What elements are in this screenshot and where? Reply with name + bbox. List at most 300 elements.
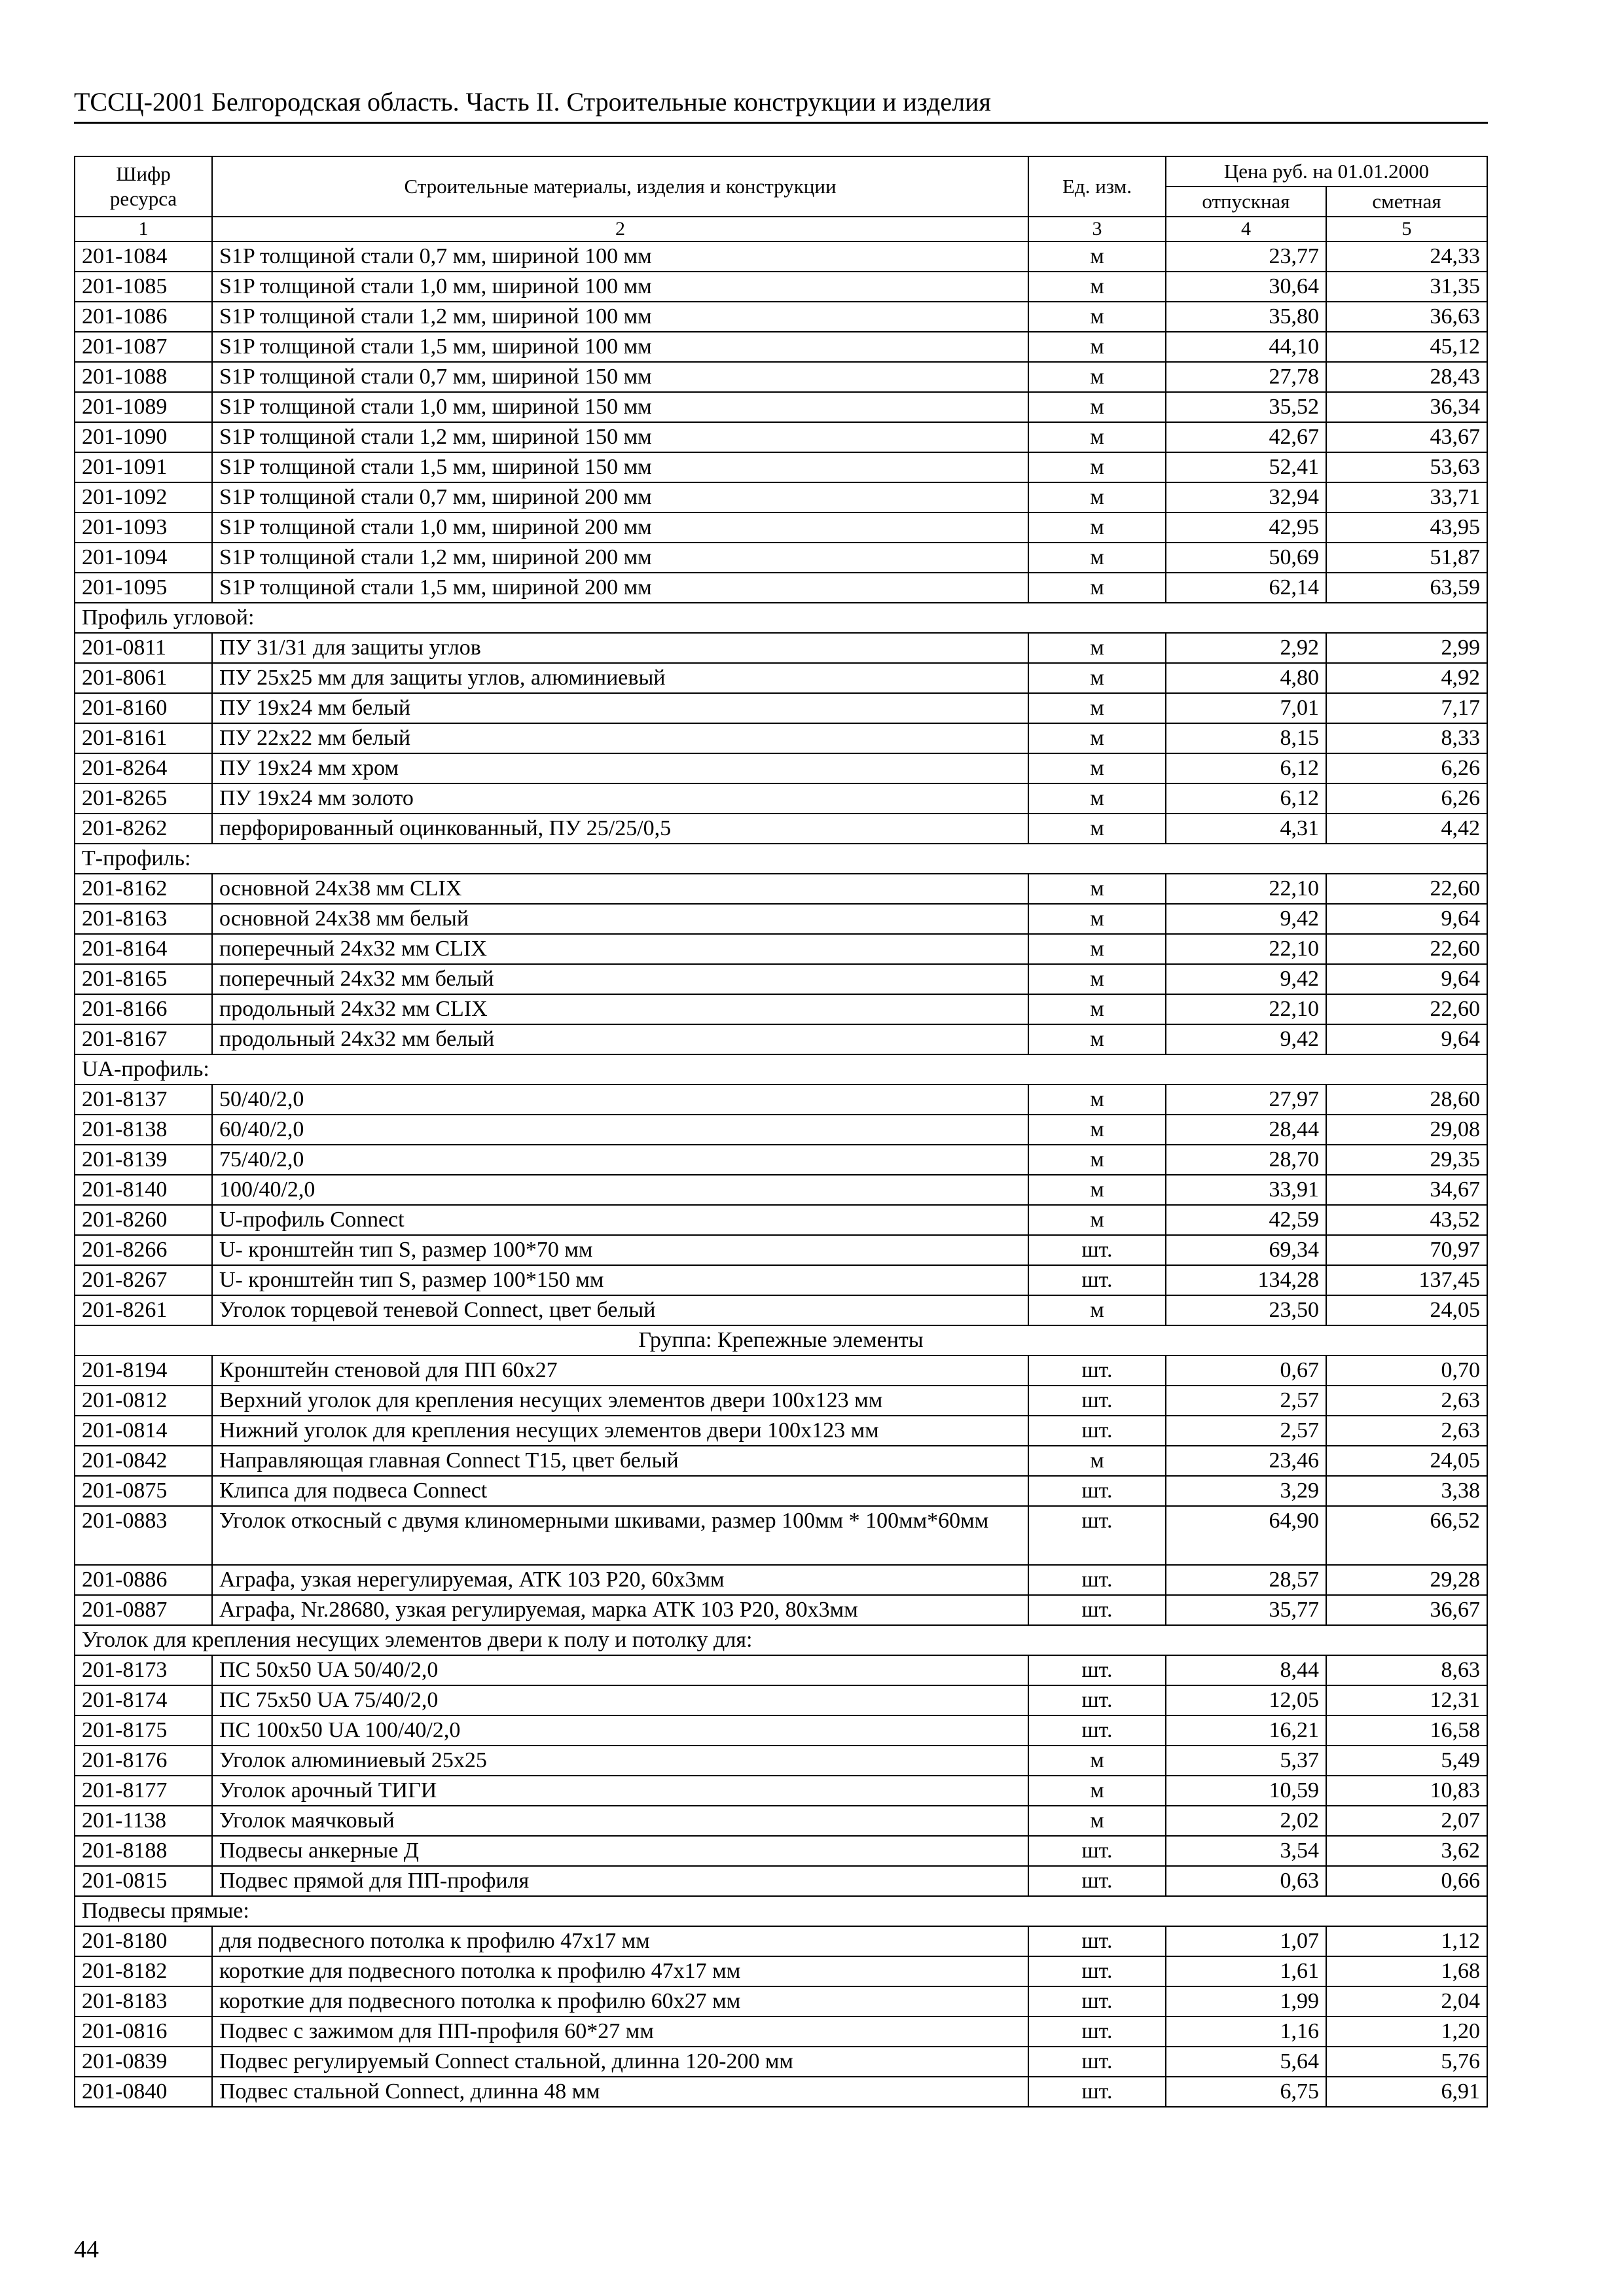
estimate-price: 8,33 bbox=[1326, 723, 1487, 753]
estimate-price: 70,97 bbox=[1326, 1235, 1487, 1265]
resource-code: 201-1091 bbox=[75, 452, 212, 482]
estimate-price: 6,91 bbox=[1326, 2077, 1487, 2107]
table-row bbox=[75, 362, 1487, 392]
table-row bbox=[75, 2077, 1487, 2107]
unit: шт. bbox=[1028, 1685, 1166, 1715]
unit: м bbox=[1028, 753, 1166, 783]
unit: шт. bbox=[1028, 1476, 1166, 1506]
material-name: Направляющая главная Connect T15, цвет белый bbox=[212, 1446, 1028, 1476]
table-row bbox=[75, 1595, 1487, 1625]
material-name: Нижний уголок для крепления несущих элементов двери 100х123 мм bbox=[212, 1416, 1028, 1446]
unit: м bbox=[1028, 874, 1166, 904]
material-name: поперечный 24х32 мм CLIX bbox=[212, 934, 1028, 964]
unit: шт. bbox=[1028, 1836, 1166, 1866]
table-row bbox=[75, 1355, 1487, 1386]
material-name: Аграфа, Nr.28680, узкая регулируемая, марка АТК 103 Р20, 80х3мм bbox=[212, 1595, 1028, 1625]
release-price: 44,10 bbox=[1166, 332, 1326, 362]
resource-code: 201-8175 bbox=[75, 1715, 212, 1746]
resource-code: 201-8160 bbox=[75, 693, 212, 723]
table-row bbox=[75, 1115, 1487, 1145]
material-name: ПУ 31/31 для защиты углов bbox=[212, 633, 1028, 663]
table-row bbox=[75, 2017, 1487, 2047]
material-name: короткие для подвесного потолка к профилю 47х17 мм bbox=[212, 1956, 1028, 1986]
resource-code: 201-8188 bbox=[75, 1836, 212, 1866]
estimate-price: 1,20 bbox=[1326, 2017, 1487, 2047]
resource-code: 201-1089 bbox=[75, 392, 212, 422]
material-name: U-профиль Connect bbox=[212, 1205, 1028, 1235]
table-row bbox=[75, 1506, 1487, 1565]
estimate-price: 9,64 bbox=[1326, 964, 1487, 994]
estimate-price: 36,34 bbox=[1326, 392, 1487, 422]
material-name: 50/40/2,0 bbox=[212, 1085, 1028, 1115]
material-name: 75/40/2,0 bbox=[212, 1145, 1028, 1175]
estimate-price: 1,68 bbox=[1326, 1956, 1487, 1986]
resource-code: 201-8137 bbox=[75, 1085, 212, 1115]
estimate-price: 36,67 bbox=[1326, 1595, 1487, 1625]
col-header-release-price: отпускная bbox=[1166, 187, 1326, 217]
unit: м bbox=[1028, 693, 1166, 723]
unit: м bbox=[1028, 272, 1166, 302]
resource-code: 201-0816 bbox=[75, 2017, 212, 2047]
unit: шт. bbox=[1028, 1565, 1166, 1595]
section-heading: Подвесы прямые: bbox=[75, 1896, 1487, 1926]
material-name: продольный 24х32 мм белый bbox=[212, 1024, 1028, 1054]
table-row bbox=[75, 693, 1487, 723]
resource-code: 201-1095 bbox=[75, 573, 212, 603]
resource-code: 201-8183 bbox=[75, 1986, 212, 2017]
table-row bbox=[75, 1655, 1487, 1685]
table-row bbox=[75, 1715, 1487, 1746]
unit: м bbox=[1028, 362, 1166, 392]
release-price: 12,05 bbox=[1166, 1685, 1326, 1715]
col-header-name: Строительные материалы, изделия и конструкции bbox=[212, 156, 1028, 217]
material-name: Аграфа, узкая нерегулируемая, АТК 103 Р20, 60х3мм bbox=[212, 1565, 1028, 1595]
estimate-price: 2,63 bbox=[1326, 1416, 1487, 1446]
table-row bbox=[75, 302, 1487, 332]
estimate-price: 16,58 bbox=[1326, 1715, 1487, 1746]
unit: м bbox=[1028, 482, 1166, 512]
unit: шт. bbox=[1028, 1926, 1166, 1956]
material-name: S1P толщиной стали 1,5 мм, шириной 200 мм bbox=[212, 573, 1028, 603]
unit: м bbox=[1028, 1746, 1166, 1776]
resource-code: 201-8138 bbox=[75, 1115, 212, 1145]
resource-code: 201-8166 bbox=[75, 994, 212, 1024]
material-name: Верхний уголок для крепления несущих элементов двери 100х123 мм bbox=[212, 1386, 1028, 1416]
material-name: основной 24х38 мм белый bbox=[212, 904, 1028, 934]
table-row bbox=[75, 934, 1487, 964]
table-row bbox=[75, 1685, 1487, 1715]
material-name: 60/40/2,0 bbox=[212, 1115, 1028, 1145]
table-row bbox=[75, 1956, 1487, 1986]
unit: м bbox=[1028, 783, 1166, 814]
release-price: 23,50 bbox=[1166, 1295, 1326, 1325]
material-name: Подвесы анкерные Д bbox=[212, 1836, 1028, 1866]
material-name: ПУ 22х22 мм белый bbox=[212, 723, 1028, 753]
resource-code: 201-8182 bbox=[75, 1956, 212, 1986]
resource-code: 201-8261 bbox=[75, 1295, 212, 1325]
material-name: ПС 100х50 UA 100/40/2,0 bbox=[212, 1715, 1028, 1746]
table-row bbox=[75, 422, 1487, 452]
unit: м bbox=[1028, 1145, 1166, 1175]
material-name: ПС 75х50 UA 75/40/2,0 bbox=[212, 1685, 1028, 1715]
release-price: 42,95 bbox=[1166, 512, 1326, 543]
table-row bbox=[75, 1806, 1487, 1836]
page-header: ТССЦ-2001 Белгородская область. Часть II. Строительные конструкции и изделия bbox=[74, 86, 1488, 124]
resource-code: 201-0842 bbox=[75, 1446, 212, 1476]
col-header-unit: Ед. изм. bbox=[1028, 156, 1166, 217]
resource-code: 201-8174 bbox=[75, 1685, 212, 1715]
resource-code: 201-8265 bbox=[75, 783, 212, 814]
resource-code: 201-0811 bbox=[75, 633, 212, 663]
material-name: ПУ 19х24 мм золото bbox=[212, 783, 1028, 814]
material-name: продольный 24х32 мм CLIX bbox=[212, 994, 1028, 1024]
estimate-price: 2,63 bbox=[1326, 1386, 1487, 1416]
table-row bbox=[75, 2047, 1487, 2077]
release-price: 28,44 bbox=[1166, 1115, 1326, 1145]
material-name: S1P толщиной стали 0,7 мм, шириной 200 мм bbox=[212, 482, 1028, 512]
estimate-price: 4,92 bbox=[1326, 663, 1487, 693]
estimate-price: 33,71 bbox=[1326, 482, 1487, 512]
resource-code: 201-1087 bbox=[75, 332, 212, 362]
estimate-price: 24,05 bbox=[1326, 1446, 1487, 1476]
table-row bbox=[75, 1926, 1487, 1956]
unit: м bbox=[1028, 934, 1166, 964]
estimate-price: 10,83 bbox=[1326, 1776, 1487, 1806]
material-name: S1P толщиной стали 0,7 мм, шириной 100 мм bbox=[212, 242, 1028, 272]
section-row bbox=[75, 603, 1487, 633]
release-price: 0,67 bbox=[1166, 1355, 1326, 1386]
material-name: Кронштейн стеновой для ПП 60х27 bbox=[212, 1355, 1028, 1386]
release-price: 9,42 bbox=[1166, 964, 1326, 994]
page-number: 44 bbox=[74, 2236, 99, 2263]
resource-code: 201-0875 bbox=[75, 1476, 212, 1506]
unit: шт. bbox=[1028, 2047, 1166, 2077]
resource-code: 201-8267 bbox=[75, 1265, 212, 1295]
section-heading: Профиль угловой: bbox=[75, 603, 1487, 633]
section-heading: UA-профиль: bbox=[75, 1054, 1487, 1085]
unit: шт. bbox=[1028, 1866, 1166, 1896]
release-price: 3,29 bbox=[1166, 1476, 1326, 1506]
unit: шт. bbox=[1028, 1956, 1166, 1986]
table-row bbox=[75, 723, 1487, 753]
estimate-price: 3,38 bbox=[1326, 1476, 1487, 1506]
resource-code: 201-8162 bbox=[75, 874, 212, 904]
unit: м bbox=[1028, 1115, 1166, 1145]
resource-code: 201-0886 bbox=[75, 1565, 212, 1595]
material-name: S1P толщиной стали 1,5 мм, шириной 100 мм bbox=[212, 332, 1028, 362]
unit: м bbox=[1028, 332, 1166, 362]
unit: м bbox=[1028, 1446, 1166, 1476]
unit: шт. bbox=[1028, 1235, 1166, 1265]
material-name: Уголок маячковый bbox=[212, 1806, 1028, 1836]
material-name: U- кронштейн тип S, размер 100*150 мм bbox=[212, 1265, 1028, 1295]
release-price: 3,54 bbox=[1166, 1836, 1326, 1866]
estimate-price: 43,52 bbox=[1326, 1205, 1487, 1235]
material-name: Клипса для подвеса Connect bbox=[212, 1476, 1028, 1506]
table-row bbox=[75, 1866, 1487, 1896]
estimate-price: 4,42 bbox=[1326, 814, 1487, 844]
resource-code: 201-8260 bbox=[75, 1205, 212, 1235]
unit: шт. bbox=[1028, 1416, 1166, 1446]
estimate-price: 0,66 bbox=[1326, 1866, 1487, 1896]
resource-code: 201-8194 bbox=[75, 1355, 212, 1386]
material-name: для подвесного потолка к профилю 47х17 мм bbox=[212, 1926, 1028, 1956]
estimate-price: 1,12 bbox=[1326, 1926, 1487, 1956]
resource-code: 201-8165 bbox=[75, 964, 212, 994]
release-price: 4,31 bbox=[1166, 814, 1326, 844]
table-row bbox=[75, 663, 1487, 693]
material-name: S1P толщиной стали 1,5 мм, шириной 150 мм bbox=[212, 452, 1028, 482]
release-price: 2,92 bbox=[1166, 633, 1326, 663]
unit: м bbox=[1028, 633, 1166, 663]
section-row bbox=[75, 1625, 1487, 1655]
release-price: 2,57 bbox=[1166, 1416, 1326, 1446]
material-name: ПУ 25х25 мм для защиты углов, алюминиевый bbox=[212, 663, 1028, 693]
release-price: 2,02 bbox=[1166, 1806, 1326, 1836]
resource-code: 201-0815 bbox=[75, 1866, 212, 1896]
material-name: S1P толщиной стали 1,0 мм, шириной 200 мм bbox=[212, 512, 1028, 543]
resource-code: 201-8164 bbox=[75, 934, 212, 964]
table-row bbox=[75, 543, 1487, 573]
table-row bbox=[75, 1175, 1487, 1205]
unit: м bbox=[1028, 663, 1166, 693]
table-row bbox=[75, 1265, 1487, 1295]
table-row bbox=[75, 1776, 1487, 1806]
resource-code: 201-8264 bbox=[75, 753, 212, 783]
unit: м bbox=[1028, 1806, 1166, 1836]
release-price: 30,64 bbox=[1166, 272, 1326, 302]
release-price: 22,10 bbox=[1166, 994, 1326, 1024]
table-row bbox=[75, 1295, 1487, 1325]
estimate-price: 45,12 bbox=[1326, 332, 1487, 362]
table-row bbox=[75, 1386, 1487, 1416]
unit: м bbox=[1028, 1776, 1166, 1806]
release-price: 1,07 bbox=[1166, 1926, 1326, 1956]
material-name: короткие для подвесного потолка к профилю 60х27 мм bbox=[212, 1986, 1028, 2017]
unit: м bbox=[1028, 723, 1166, 753]
material-name: Подвес с зажимом для ПП-профиля 60*27 мм bbox=[212, 2017, 1028, 2047]
group-heading: Группа: Крепежные элементы bbox=[75, 1325, 1487, 1355]
release-price: 69,34 bbox=[1166, 1235, 1326, 1265]
resource-code: 201-0812 bbox=[75, 1386, 212, 1416]
material-name: Подвес прямой для ПП-профиля bbox=[212, 1866, 1028, 1896]
unit: м bbox=[1028, 543, 1166, 573]
resource-code: 201-1086 bbox=[75, 302, 212, 332]
estimate-price: 12,31 bbox=[1326, 1685, 1487, 1715]
unit: м bbox=[1028, 1205, 1166, 1235]
table-row bbox=[75, 1024, 1487, 1054]
estimate-price: 7,17 bbox=[1326, 693, 1487, 723]
resource-code: 201-0840 bbox=[75, 2077, 212, 2107]
estimate-price: 29,08 bbox=[1326, 1115, 1487, 1145]
unit: шт. bbox=[1028, 1355, 1166, 1386]
table-row bbox=[75, 452, 1487, 482]
release-price: 35,80 bbox=[1166, 302, 1326, 332]
estimate-price: 5,76 bbox=[1326, 2047, 1487, 2077]
table-row bbox=[75, 1446, 1487, 1476]
table-row bbox=[75, 272, 1487, 302]
release-price: 22,10 bbox=[1166, 934, 1326, 964]
resource-code: 201-0887 bbox=[75, 1595, 212, 1625]
material-name: ПУ 19х24 мм хром bbox=[212, 753, 1028, 783]
release-price: 28,57 bbox=[1166, 1565, 1326, 1595]
unit: м bbox=[1028, 904, 1166, 934]
table-row bbox=[75, 1986, 1487, 2017]
unit: м bbox=[1028, 422, 1166, 452]
unit: шт. bbox=[1028, 1386, 1166, 1416]
unit: шт. bbox=[1028, 1506, 1166, 1565]
estimate-price: 28,43 bbox=[1326, 362, 1487, 392]
release-price: 6,12 bbox=[1166, 783, 1326, 814]
table-row bbox=[75, 1235, 1487, 1265]
estimate-price: 24,05 bbox=[1326, 1295, 1487, 1325]
table-row bbox=[75, 573, 1487, 603]
material-name: S1P толщиной стали 1,2 мм, шириной 200 мм bbox=[212, 543, 1028, 573]
unit: шт. bbox=[1028, 1655, 1166, 1685]
table-row bbox=[75, 964, 1487, 994]
release-price: 5,37 bbox=[1166, 1746, 1326, 1776]
release-price: 1,61 bbox=[1166, 1956, 1326, 1986]
release-price: 27,78 bbox=[1166, 362, 1326, 392]
col-index: 4 bbox=[1166, 217, 1326, 242]
release-price: 8,44 bbox=[1166, 1655, 1326, 1685]
unit: м bbox=[1028, 1085, 1166, 1115]
unit: м bbox=[1028, 512, 1166, 543]
release-price: 28,70 bbox=[1166, 1145, 1326, 1175]
release-price: 0,63 bbox=[1166, 1866, 1326, 1896]
estimate-price: 28,60 bbox=[1326, 1085, 1487, 1115]
estimate-price: 53,63 bbox=[1326, 452, 1487, 482]
estimate-price: 0,70 bbox=[1326, 1355, 1487, 1386]
release-price: 52,41 bbox=[1166, 452, 1326, 482]
unit: шт. bbox=[1028, 2077, 1166, 2107]
estimate-price: 29,35 bbox=[1326, 1145, 1487, 1175]
unit: шт. bbox=[1028, 1265, 1166, 1295]
table-row bbox=[75, 332, 1487, 362]
table-row bbox=[75, 512, 1487, 543]
resource-code: 201-1092 bbox=[75, 482, 212, 512]
col-header-code: Шифр ресурса bbox=[75, 156, 212, 217]
estimate-price: 66,52 bbox=[1326, 1506, 1487, 1565]
col-index: 1 bbox=[75, 217, 212, 242]
estimate-price: 31,35 bbox=[1326, 272, 1487, 302]
release-price: 9,42 bbox=[1166, 904, 1326, 934]
unit: м bbox=[1028, 1175, 1166, 1205]
release-price: 42,59 bbox=[1166, 1205, 1326, 1235]
table-row bbox=[75, 482, 1487, 512]
unit: м bbox=[1028, 814, 1166, 844]
unit: м bbox=[1028, 1295, 1166, 1325]
material-name: S1P толщиной стали 1,0 мм, шириной 100 мм bbox=[212, 272, 1028, 302]
resource-code: 201-1093 bbox=[75, 512, 212, 543]
release-price: 9,42 bbox=[1166, 1024, 1326, 1054]
release-price: 22,10 bbox=[1166, 874, 1326, 904]
release-price: 134,28 bbox=[1166, 1265, 1326, 1295]
release-price: 7,01 bbox=[1166, 693, 1326, 723]
group-row bbox=[75, 1325, 1487, 1355]
resource-code: 201-8161 bbox=[75, 723, 212, 753]
material-name: Уголок откосный с двумя клиномерными шкивами, размер 100мм * 100мм*60мм bbox=[212, 1506, 1028, 1565]
resource-code: 201-0883 bbox=[75, 1506, 212, 1565]
material-name: поперечный 24х32 мм белый bbox=[212, 964, 1028, 994]
material-name: Подвес регулируемый Connect стальной, длинна 120-200 мм bbox=[212, 2047, 1028, 2077]
estimate-price: 36,63 bbox=[1326, 302, 1487, 332]
estimate-price: 63,59 bbox=[1326, 573, 1487, 603]
resource-code: 201-8167 bbox=[75, 1024, 212, 1054]
unit: м bbox=[1028, 392, 1166, 422]
section-heading: Уголок для крепления несущих элементов двери к полу и потолку для: bbox=[75, 1625, 1487, 1655]
release-price: 8,15 bbox=[1166, 723, 1326, 753]
unit: м bbox=[1028, 452, 1166, 482]
table-row bbox=[75, 753, 1487, 783]
unit: шт. bbox=[1028, 1986, 1166, 2017]
estimate-price: 22,60 bbox=[1326, 874, 1487, 904]
release-price: 6,75 bbox=[1166, 2077, 1326, 2107]
release-price: 32,94 bbox=[1166, 482, 1326, 512]
table-row bbox=[75, 783, 1487, 814]
resource-code: 201-0814 bbox=[75, 1416, 212, 1446]
price-table bbox=[74, 156, 1488, 2108]
estimate-price: 24,33 bbox=[1326, 242, 1487, 272]
resource-code: 201-8140 bbox=[75, 1175, 212, 1205]
resource-code: 201-1138 bbox=[75, 1806, 212, 1836]
table-row bbox=[75, 1565, 1487, 1595]
estimate-price: 6,26 bbox=[1326, 783, 1487, 814]
resource-code: 201-8139 bbox=[75, 1145, 212, 1175]
resource-code: 201-8266 bbox=[75, 1235, 212, 1265]
section-row bbox=[75, 1054, 1487, 1085]
resource-code: 201-8262 bbox=[75, 814, 212, 844]
material-name: ПС 50х50 UA 50/40/2,0 bbox=[212, 1655, 1028, 1685]
table-row bbox=[75, 1746, 1487, 1776]
col-index: 5 bbox=[1326, 217, 1487, 242]
table-row bbox=[75, 633, 1487, 663]
material-name: Подвес стальной Connect, длинна 48 мм bbox=[212, 2077, 1028, 2107]
unit: м bbox=[1028, 242, 1166, 272]
table-row bbox=[75, 814, 1487, 844]
resource-code: 201-1090 bbox=[75, 422, 212, 452]
material-name: перфорированный оцинкованный, ПУ 25/25/0,5 bbox=[212, 814, 1028, 844]
unit: м bbox=[1028, 994, 1166, 1024]
release-price: 5,64 bbox=[1166, 2047, 1326, 2077]
table-row bbox=[75, 392, 1487, 422]
estimate-price: 2,07 bbox=[1326, 1806, 1487, 1836]
resource-code: 201-8180 bbox=[75, 1926, 212, 1956]
material-name: Уголок алюминиевый 25х25 bbox=[212, 1746, 1028, 1776]
estimate-price: 137,45 bbox=[1326, 1265, 1487, 1295]
release-price: 2,57 bbox=[1166, 1386, 1326, 1416]
estimate-price: 22,60 bbox=[1326, 934, 1487, 964]
estimate-price: 3,62 bbox=[1326, 1836, 1487, 1866]
resource-code: 201-0839 bbox=[75, 2047, 212, 2077]
release-price: 6,12 bbox=[1166, 753, 1326, 783]
release-price: 50,69 bbox=[1166, 543, 1326, 573]
material-name: S1P толщиной стали 1,2 мм, шириной 150 мм bbox=[212, 422, 1028, 452]
resource-code: 201-8173 bbox=[75, 1655, 212, 1685]
table-row bbox=[75, 994, 1487, 1024]
resource-code: 201-8177 bbox=[75, 1776, 212, 1806]
resource-code: 201-8163 bbox=[75, 904, 212, 934]
table-row bbox=[75, 904, 1487, 934]
material-name: S1P толщиной стали 0,7 мм, шириной 150 мм bbox=[212, 362, 1028, 392]
unit: м bbox=[1028, 1024, 1166, 1054]
release-price: 23,46 bbox=[1166, 1446, 1326, 1476]
release-price: 35,52 bbox=[1166, 392, 1326, 422]
release-price: 1,16 bbox=[1166, 2017, 1326, 2047]
unit: м bbox=[1028, 573, 1166, 603]
material-name: S1P толщиной стали 1,2 мм, шириной 100 мм bbox=[212, 302, 1028, 332]
resource-code: 201-8176 bbox=[75, 1746, 212, 1776]
